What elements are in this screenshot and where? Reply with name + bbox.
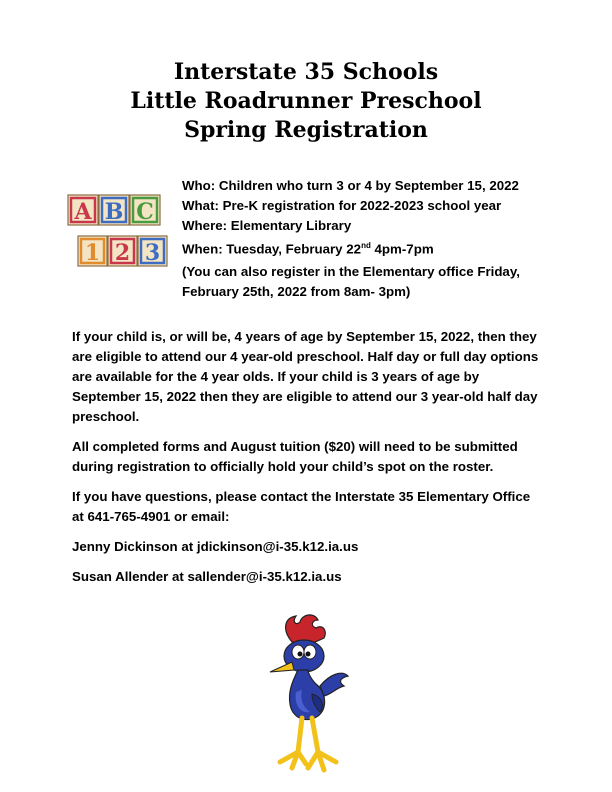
contact-jenny: Jenny Dickinson at jdickinson@i-35.k12.ia.us bbox=[72, 539, 359, 554]
block-c-letter: C bbox=[136, 199, 154, 225]
block-3-number: 3 bbox=[144, 240, 161, 266]
note-line-1: (You can also register in the Elementary office Friday, bbox=[182, 264, 520, 279]
what-line: What: Pre-K registration for 2022-2023 school year bbox=[182, 198, 502, 213]
block-2 bbox=[108, 236, 137, 266]
block-2-number: 2 bbox=[114, 240, 131, 266]
block-3 bbox=[138, 236, 167, 266]
roadrunner-mascot bbox=[262, 612, 352, 787]
when-prefix: When: Tuesday, February 22 bbox=[182, 241, 362, 257]
block-1-number: 1 bbox=[84, 240, 101, 266]
event-details bbox=[182, 176, 520, 302]
title-line-event: Spring Registration bbox=[184, 117, 428, 143]
block-a bbox=[68, 195, 98, 225]
eligibility-paragraph: If your child is, or will be, 4 years of age by September 15, 2022, then they are eligible to attend our 4 year-old preschool. Half day or full day options are available for the 4 year olds. If your child is 3 years of age by September 15, 2022 then they are eligible to attend our 3 year-old half day preschool. bbox=[72, 329, 539, 424]
block-b bbox=[99, 195, 129, 225]
note-line-2: February 25th, 2022 from 8am- 3pm) bbox=[182, 284, 411, 299]
page-title bbox=[0, 58, 612, 145]
block-a-letter: A bbox=[74, 199, 92, 225]
title-line-program: Little Roadrunner Preschool bbox=[130, 88, 482, 114]
where-line: Where: Elementary Library bbox=[182, 218, 352, 233]
block-b-letter: B bbox=[104, 199, 124, 225]
when-time: 4pm-7pm bbox=[370, 241, 434, 257]
forms-tuition-paragraph: All completed forms and August tuition ($20) will need to be submitted during registration to officially hold your child’s spot on the roster. bbox=[72, 439, 518, 474]
title-line-school: Interstate 35 Schools bbox=[173, 59, 439, 85]
block-1 bbox=[78, 236, 107, 266]
abc-123-blocks-illustration bbox=[66, 192, 170, 277]
roadrunner-icon bbox=[262, 612, 352, 782]
when-line bbox=[182, 236, 520, 256]
block-c bbox=[130, 195, 160, 225]
alternate-registration-note bbox=[182, 262, 520, 302]
contact-susan: Susan Allender at sallender@i-35.k12.ia.us bbox=[72, 569, 342, 584]
contact-paragraph: If you have questions, please contact the Interstate 35 Elementary Office at 641-765-4901 or email: bbox=[72, 489, 531, 524]
when-ordinal: nd bbox=[361, 241, 371, 250]
registration-details bbox=[72, 327, 544, 597]
alphabet-blocks-icon bbox=[66, 192, 170, 272]
who-line: Who: Children who turn 3 or 4 by September 15, 2022 bbox=[182, 178, 519, 193]
